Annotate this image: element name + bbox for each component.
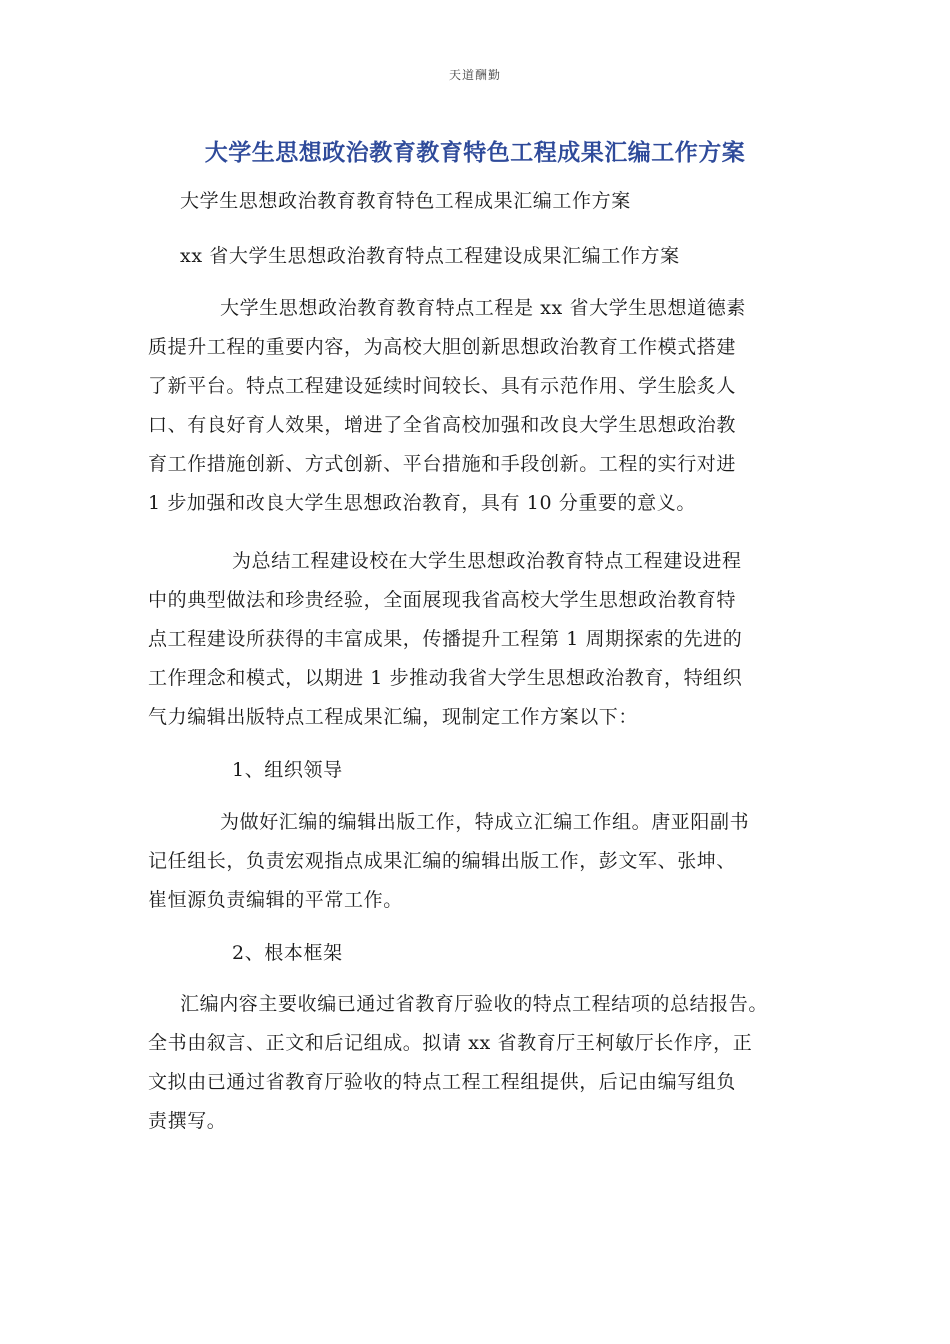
paragraph-line: 责撰写。 <box>148 1110 227 1132</box>
paragraph-line: 点工程建设所获得的丰富成果，传播提升工程第 1 周期探索的先进的 <box>148 628 743 650</box>
paragraph-line: 质提升工程的重要内容，为高校大胆创新思想政治教育工作模式搭建 <box>148 336 737 358</box>
paragraph-line: 文拟由已通过省教育厅验收的特点工程工程组提供，后记由编写组负 <box>148 1071 737 1093</box>
paragraph-2 <box>148 542 808 737</box>
page-header: 天道酬勤 <box>448 68 501 82</box>
paragraph-line: 中的典型做法和珍贵经验，全面展现我省高校大学生思想政治教育特 <box>148 589 737 611</box>
paragraph-line: 崔恒源负责编辑的平常工作。 <box>148 889 403 911</box>
document-title: 大学生思想政治教育教育特色工程成果汇编工作方案 <box>204 140 746 166</box>
paragraph-line: 全书由叙言、正文和后记组成。拟请 xx 省教育厅王柯敏厅长作序，正 <box>148 1032 753 1054</box>
section-heading-2: 2、根本框架 <box>232 942 343 964</box>
paragraph-line: 为总结工程建设校在大学生思想政治教育特点工程建设进程 <box>232 550 742 572</box>
paragraph-line: 口、有良好育人效果，增进了全省高校加强和改良大学生思想政治教 <box>148 414 737 436</box>
paragraph-4 <box>148 985 808 1141</box>
subtitle-2: xx 省大学生思想政治教育特点工程建设成果汇编工作方案 <box>180 245 680 267</box>
paragraph-line: 工作理念和模式，以期进 1 步推动我省大学生思想政治教育，特组织 <box>148 667 743 689</box>
subtitle-1: 大学生思想政治教育教育特色工程成果汇编工作方案 <box>180 190 631 212</box>
paragraph-line: 了新平台。特点工程建设延续时间较长、具有示范作用、学生脍炙人 <box>148 375 737 397</box>
paragraph-line: 育工作措施创新、方式创新、平台措施和手段创新。工程的实行对进 <box>148 453 737 475</box>
paragraph-line: 记任组长，负责宏观指点成果汇编的编辑出版工作，彭文军、张坤、 <box>148 850 737 872</box>
paragraph-line: 1 步加强和改良大学生思想政治教育，具有 10 分重要的意义。 <box>148 492 696 514</box>
paragraph-1 <box>148 289 808 523</box>
paragraph-line: 气力编辑出版特点工程成果汇编，现制定工作方案以下： <box>148 706 639 728</box>
section-heading-1: 1、组织领导 <box>232 759 343 781</box>
paragraph-line: 汇编内容主要收编已通过省教育厅验收的特点工程结项的总结报告。 <box>180 993 769 1015</box>
paragraph-3 <box>148 803 808 920</box>
paragraph-line: 为做好汇编的编辑出版工作，特成立汇编工作组。唐亚阳副书 <box>220 811 750 833</box>
paragraph-line: 大学生思想政治教育教育特点工程是 xx 省大学生思想道德素 <box>220 297 746 319</box>
